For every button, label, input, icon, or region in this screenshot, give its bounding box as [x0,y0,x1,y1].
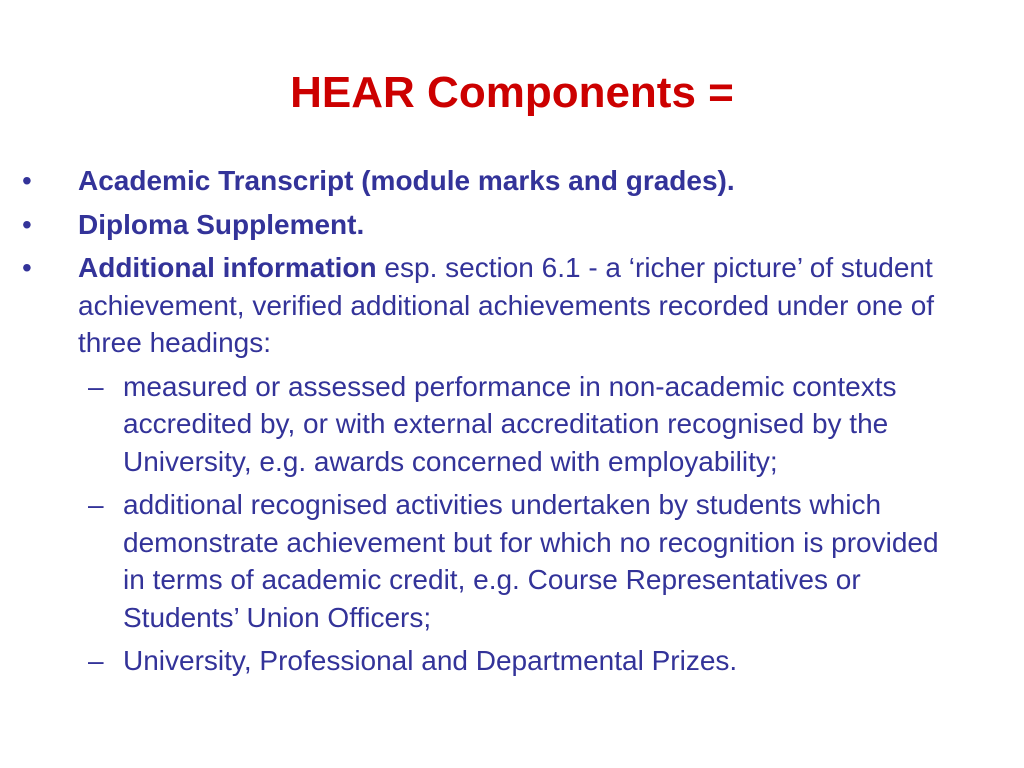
slide-body [0,162,1024,686]
dash-icon: – [88,645,104,676]
bullet-icon: • [22,165,32,196]
bullet-bold-text: Academic Transcript (module marks and grades). [78,165,735,196]
bullet-item [0,206,968,244]
sub-bullet-item [0,368,968,481]
bullet-item [0,162,968,200]
sub-bullet-text: additional recognised activities undertaken by students which demonstrate achievement but for which no recognition is provided in terms of academic credit, e.g. Course Representatives or Students’ Union Officers; [123,489,939,633]
bullet-text: esp. section 6.1 - a ‘richer picture’ of student achievement, verified additional achievements recorded under one of three headings: [78,252,935,358]
bullet-icon: • [22,252,32,283]
sub-bullet-text: measured or assessed performance in non-academic contexts accredited by, or with external accreditation recognised by the University, e.g. awards concerned with employability; [123,370,897,477]
sub-bullet-item [0,642,968,680]
bullet-bold-text: Additional information [78,252,377,283]
sub-bullet-text: University, Professional and Departmental Prizes. [123,645,738,676]
dash-icon: – [88,489,104,520]
bullet-bold-text: Diploma Supplement. [78,208,365,240]
dash-icon: – [88,370,104,402]
bullet-icon: • [22,208,32,240]
slide-title: HEAR Components = [290,68,734,117]
sub-bullet-item [0,486,968,636]
bullet-item [0,249,968,362]
